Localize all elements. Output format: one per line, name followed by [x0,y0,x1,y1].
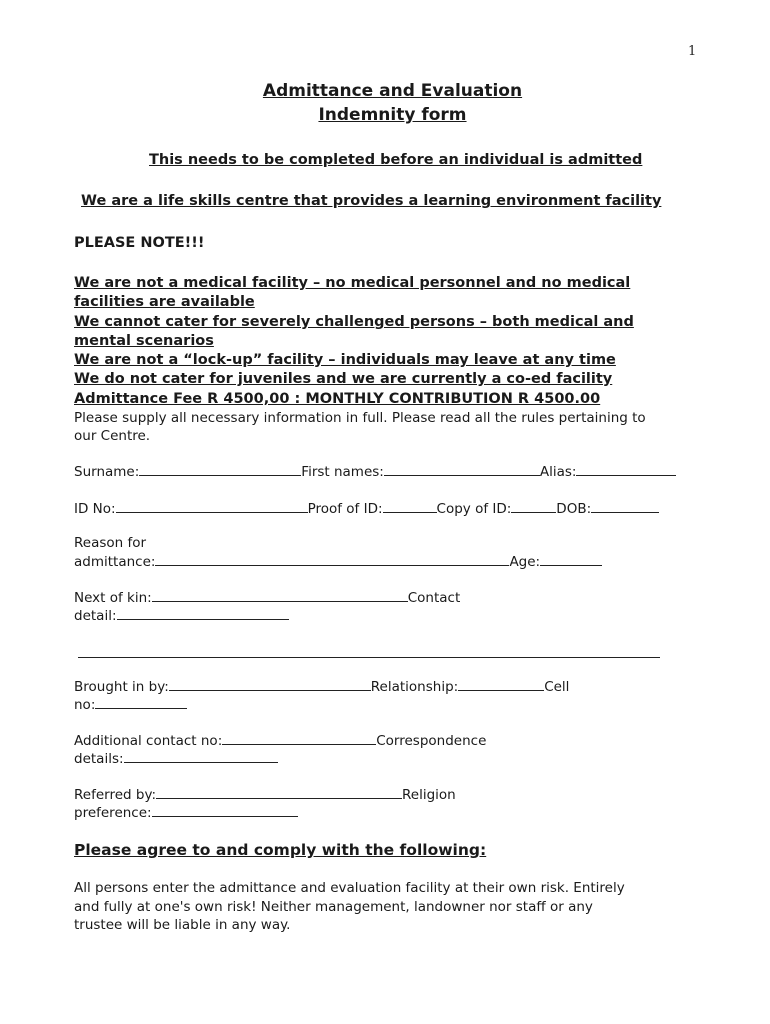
proof-of-id-label: Proof of ID: [307,501,383,517]
religion-preference-field[interactable] [152,804,298,817]
agree-text-line: and fully at one's own risk! Neither management, landowner nor staff or any [74,899,593,915]
dob-field[interactable] [591,500,659,513]
age-field[interactable] [540,553,602,566]
alias-field[interactable] [576,463,676,476]
next-of-kin-field[interactable] [152,589,408,602]
correspondence-details-field[interactable] [124,750,278,763]
religion-preference-label: preference: [74,805,152,821]
instructions-line: our Centre. [74,428,151,444]
fee-line: Admittance Fee R 4500,00 : MONTHLY CONTRIBUTION R 4500.00 [74,391,601,407]
religion-preference-row [74,804,298,821]
reason-row [74,553,602,570]
referred-by-label: Referred by: [74,787,156,803]
correspondence-details-label: details: [74,751,124,767]
contact-detail-field[interactable] [117,607,289,620]
correspondence-details-row [74,750,278,767]
alias-label: Alias: [539,464,577,480]
surname-row [74,463,676,480]
next-of-kin-row [74,589,460,606]
agree-heading: Please agree to and comply with the following: [74,841,487,859]
page-number: 1 [688,44,697,59]
relationship-field[interactable] [458,678,544,691]
first-names-label: First names: [301,464,384,480]
copy-of-id-label: Copy of ID: [436,501,512,517]
surname-label: Surname: [74,464,140,480]
reason-label-line1: Reason for [74,535,147,551]
note-line: facilities are available [74,294,255,310]
cell-label: Cell [544,679,570,695]
additional-contact-row [74,732,486,749]
form-title-line2: Indemnity form [318,105,467,125]
instructions-line: Please supply all necessary information in full. Please read all the rules pertaining to [74,410,646,426]
referred-by-field[interactable] [156,786,402,799]
note-line: We cannot cater for severely challenged persons – both medical and [74,314,634,330]
contact-detail-row [74,607,289,624]
age-label: Age: [509,554,541,570]
cell-no-label: no: [74,697,96,713]
note-line: mental scenarios [74,333,214,349]
please-note-heading: PLEASE NOTE!!! [74,235,205,251]
blank-line[interactable] [78,657,660,658]
agree-text-line: All persons enter the admittance and evaluation facility at their own risk. Entirely [74,880,625,896]
cell-no-row [74,696,187,713]
reason-label: admittance: [74,554,156,570]
proof-of-id-field[interactable] [383,500,437,513]
about-statement: We are a life skills centre that provides a learning environment facility [81,193,662,209]
brought-in-by-field[interactable] [169,678,371,691]
surname-field[interactable] [139,463,301,476]
subheading: This needs to be completed before an individual is admitted [149,152,643,168]
cell-no-field[interactable] [95,696,187,709]
note-line: We are not a “lock-up” facility – individuals may leave at any time [74,352,616,368]
referred-by-row [74,786,456,803]
brought-in-row [74,678,569,695]
dob-label: DOB: [556,501,592,517]
reason-field[interactable] [155,553,509,566]
id-no-field[interactable] [116,500,308,513]
first-names-field[interactable] [384,463,540,476]
form-title-line1: Admittance and Evaluation [262,81,523,101]
relationship-label: Relationship: [370,679,459,695]
note-line: We do not cater for juveniles and we are currently a co-ed facility [74,371,613,387]
additional-contact-label: Additional contact no: [74,733,223,749]
next-of-kin-label: Next of kin: [74,590,152,606]
contact-label: Contact [407,590,461,606]
note-line: We are not a medical facility – no medical personnel and no medical [74,275,631,291]
contact-detail-label: detail: [74,608,117,624]
copy-of-id-field[interactable] [511,500,556,513]
id-row [74,500,659,517]
agree-text-line: trustee will be liable in any way. [74,917,291,933]
correspondence-label: Correspondence [376,733,487,749]
id-no-label: ID No: [74,501,116,517]
religion-label: Religion [402,787,456,803]
additional-contact-field[interactable] [222,732,376,745]
brought-in-by-label: Brought in by: [74,679,169,695]
